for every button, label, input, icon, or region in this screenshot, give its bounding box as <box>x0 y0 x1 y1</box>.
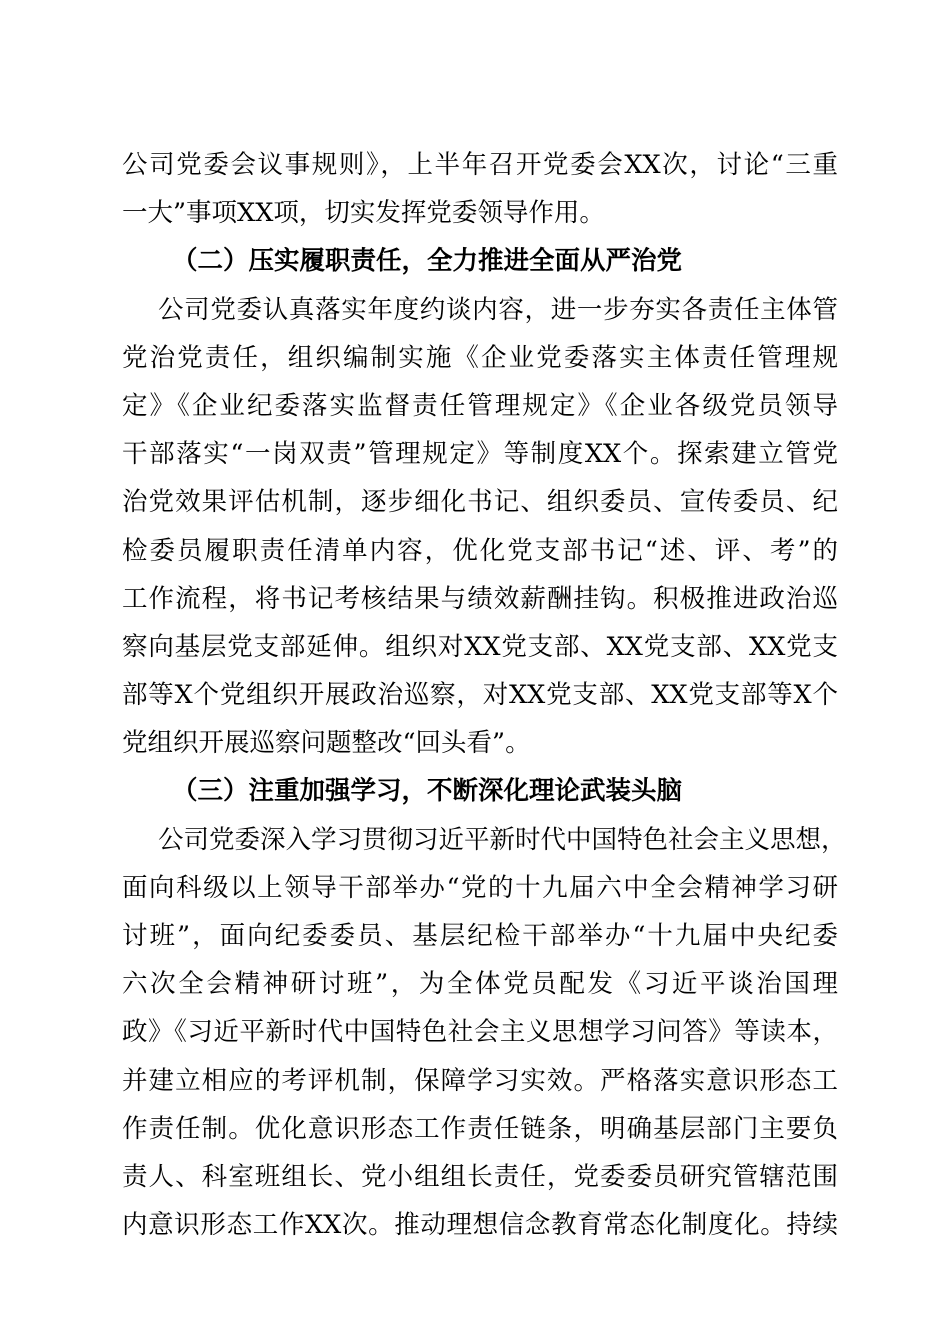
paragraph-line: 内意识形态工作XX次。推动理想信念教育常态化制度化。持续 <box>122 1210 838 1241</box>
paragraph-line: 政》《习近平新时代中国特色社会主义思想学习问答》等读本， <box>122 1017 838 1048</box>
paragraph-line: 一大”事项XX项，切实发挥党委领导作用。 <box>122 198 605 229</box>
document-body <box>122 141 847 1249</box>
paragraph-line: 讨班”，面向纪委委员、基层纪检干部举办“十九届中央纪委 <box>122 921 838 951</box>
paragraph-line: 六次全会精神研讨班”，为全体党员配发《习近平谈治国理 <box>122 969 838 1000</box>
paragraph-line: 治党效果评估机制，逐步细化书记、组织委员、宣传委员、纪 <box>122 487 838 518</box>
paragraph-line: 公司党委认真落实年度约谈内容，进一步夯实各责任主体管 <box>158 294 838 325</box>
paragraph-line: 作责任制。优化意识形态工作责任链条，明确基层部门主要负 <box>122 1113 838 1144</box>
paragraph-line: 公司党委会议事规则》，上半年召开党委会XX次，讨论“三重 <box>122 150 838 180</box>
paragraph-line: 干部落实“一岗双责”管理规定》等制度XX个。探索建立管党 <box>122 439 838 470</box>
paragraph-line: 党组织开展巡察问题整改“回头看”。 <box>122 728 531 759</box>
paragraph-line: 责人、科室班组长、党小组组长责任，党委委员研究管辖范围 <box>122 1161 838 1192</box>
paragraph-line: 公司党委深入学习贯彻习近平新时代中国特色社会主义思想， <box>158 824 847 855</box>
paragraph-line: 面向科级以上领导干部举办“党的十九届六中全会精神学习研 <box>122 872 838 903</box>
section-heading: （二）压实履职责任，全力推进全面从严治党 <box>172 246 683 277</box>
paragraph-line: 工作流程，将书记考核结果与绩效薪酬挂钩。积极推进政治巡 <box>122 583 838 614</box>
paragraph-line: 察向基层党支部延伸。组织对XX党支部、XX党支部、XX党支 <box>122 631 838 662</box>
paragraph-line: 检委员履职责任清单内容，优化党支部书记“述、评、考”的 <box>122 535 838 566</box>
paragraph-line: 党治党责任，组织编制实施《企业党委落实主体责任管理规 <box>122 342 838 373</box>
paragraph-line: 定》《企业纪委落实监督责任管理规定》《企业各级党员领导 <box>122 390 838 421</box>
paragraph-line: 部等X个党组织开展政治巡察，对XX党支部、XX党支部等X个 <box>122 680 838 711</box>
section-heading: （三）注重加强学习，不断深化理论武装头脑 <box>172 776 683 807</box>
paragraph-line: 并建立相应的考评机制，保障学习实效。严格落实意识形态工 <box>122 1065 838 1096</box>
